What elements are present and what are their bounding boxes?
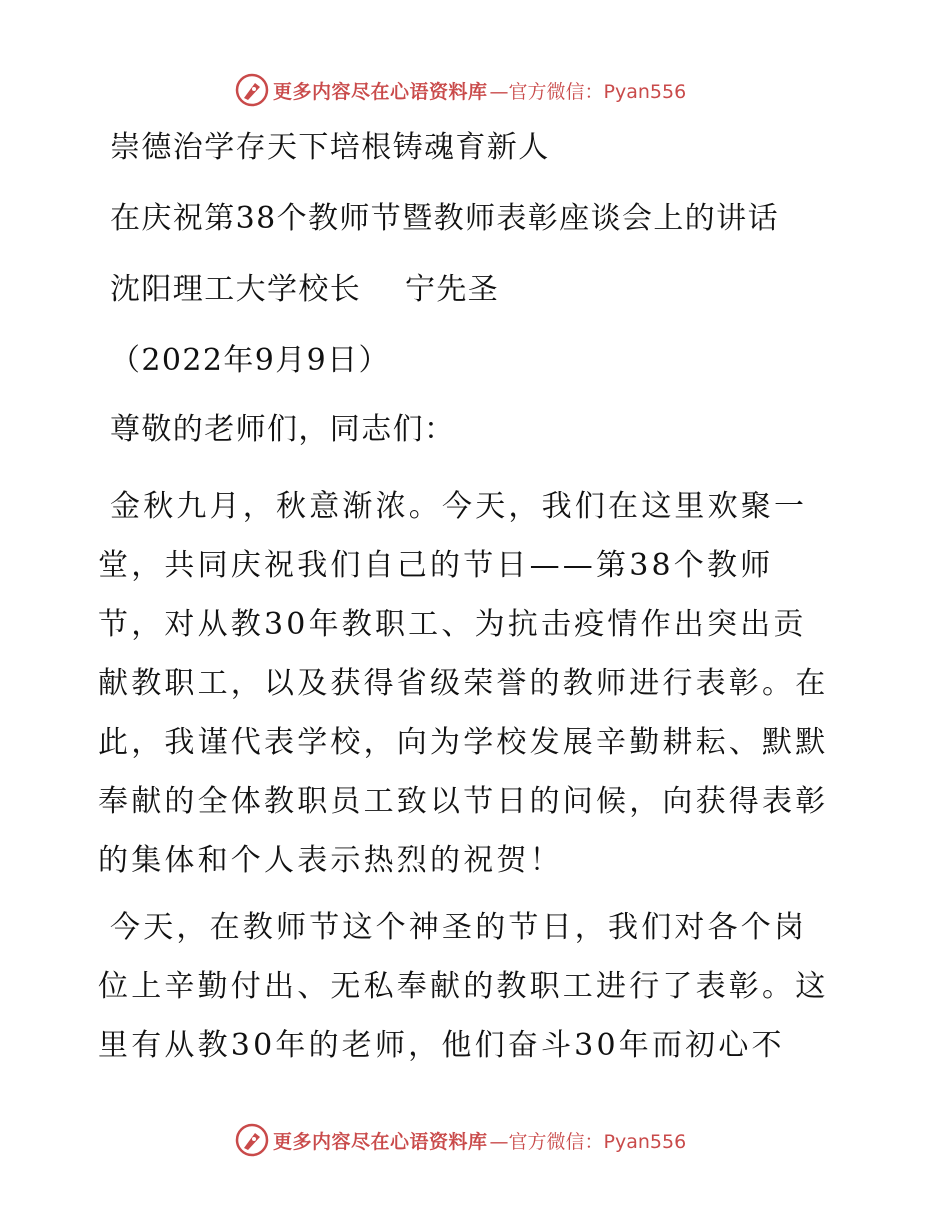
paragraph-line: 奉献的全体教职员工致以节日的问候，向获得表彰	[98, 784, 829, 819]
paragraph-2	[98, 898, 850, 1075]
paragraph-line: 堂，共同庆祝我们自己的节日——第38个教师	[98, 548, 774, 583]
document-body	[98, 124, 850, 1083]
speech-title: 崇德治学存天下培根铸魂育新人	[110, 130, 550, 165]
paragraph-line: 里有从教30年的老师，他们奋斗30年而初心不	[98, 1028, 785, 1063]
speech-subtitle: 在庆祝第38个教师节暨教师表彰座谈会上的讲话	[110, 201, 779, 236]
banner-main-text: 更多内容尽在心语资料库	[273, 80, 488, 103]
paragraph-line: 的集体和个人表示热烈的祝贺！	[98, 843, 563, 878]
pen-nib-icon	[235, 73, 269, 107]
paragraph-line: 今天，在教师节这个神圣的节日，我们对各个岗	[110, 910, 808, 945]
paragraph-1	[98, 477, 850, 890]
salutation: 尊敬的老师们，同志们：	[110, 412, 456, 447]
speaker-line: 沈阳理工大学校长 宁先圣	[110, 272, 500, 307]
paragraph-line: 献教职工，以及获得省级荣誉的教师进行表彰。在	[98, 666, 829, 701]
banner-wechat-text: —官方微信：Pyan556	[489, 1130, 687, 1153]
pen-nib-icon	[235, 1123, 269, 1157]
paragraph-line: 金秋九月，秋意渐浓。今天，我们在这里欢聚一	[110, 489, 808, 524]
paragraph-line: 位上辛勤付出、无私奉献的教职工进行了表彰。这	[98, 969, 829, 1004]
banner-wechat-text: —官方微信：Pyan556	[489, 80, 687, 103]
header-watermark-banner	[235, 72, 686, 108]
paragraph-line: 节，对从教30年教职工、为抗击疫情作出突出贡	[98, 607, 807, 642]
speech-date: （2022年9月9日）	[110, 343, 390, 378]
paragraph-line: 此，我谨代表学校，向为学校发展辛勤耕耘、默默	[98, 725, 829, 760]
banner-main-text: 更多内容尽在心语资料库	[273, 1130, 488, 1153]
footer-watermark-banner	[235, 1122, 686, 1158]
